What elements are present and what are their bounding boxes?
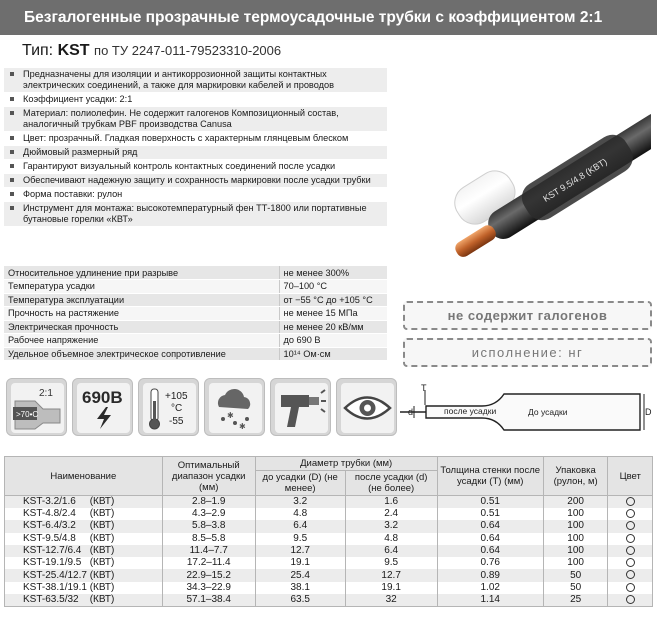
- row-before: 9.5: [255, 533, 345, 545]
- property-value: от −55 °С до +105 °С: [279, 293, 387, 307]
- table-row: [5, 496, 653, 509]
- heat-gun-icon: [270, 378, 331, 436]
- d-small-label: d: [408, 407, 414, 417]
- type-prefix: Тип:: [22, 42, 54, 59]
- property-row: [4, 307, 387, 321]
- row-range: 2.8–1.9: [162, 496, 255, 509]
- row-pack: 100: [543, 557, 608, 569]
- table-row: [5, 508, 653, 520]
- row-color: [608, 520, 653, 532]
- row-color: [608, 533, 653, 545]
- property-value: не менее 15 МПа: [279, 307, 387, 321]
- eye-icon: [336, 378, 397, 436]
- row-name: KST-6.4/3.2 (КВТ): [5, 520, 163, 532]
- row-after: 9.5: [345, 557, 437, 569]
- table-row: [5, 533, 653, 545]
- transparent-color-icon: [626, 497, 635, 506]
- property-name: Удельное объемное электрическое сопротивление: [4, 347, 279, 361]
- feature-item: Инструмент для монтажа: высокотемпературный фен ТТ-1800 или портативные бутановые горелки «КВТ»: [4, 202, 387, 227]
- row-wall: 0.64: [437, 533, 543, 545]
- product-type-line: [22, 42, 281, 60]
- feature-item: Цвет: прозрачный. Гладкая поверхность с характерным глянцевым блеском: [4, 132, 387, 146]
- tube-print-label: KST 9.5/4.8 (KBT): [541, 156, 609, 204]
- feature-list: [4, 68, 387, 227]
- row-range: 57.1–38.4: [162, 594, 255, 607]
- row-name: KST-4.8/2.4 (КВТ): [5, 508, 163, 520]
- row-pack: 100: [543, 520, 608, 532]
- row-range: 4.3–2.9: [162, 508, 255, 520]
- row-range: 34.3–22.9: [162, 582, 255, 594]
- voltage-icon: [72, 378, 133, 436]
- col-name-header: Наименование: [5, 457, 163, 496]
- row-after: 19.1: [345, 582, 437, 594]
- property-name: Электрическая прочность: [4, 320, 279, 334]
- svg-text:✱: ✱: [239, 422, 246, 431]
- row-range: 5.8–3.8: [162, 520, 255, 532]
- row-range: 22.9–15.2: [162, 569, 255, 581]
- row-color: [608, 557, 653, 569]
- temp-unit-label: °C: [171, 403, 183, 414]
- property-name: Температура усадки: [4, 280, 279, 294]
- col-before-header: до усадки (D) (не менее): [255, 471, 345, 496]
- row-after: 3.2: [345, 520, 437, 532]
- dimension-diagram: [400, 382, 653, 442]
- property-row: [4, 266, 387, 280]
- shrink-temp-label: >70•C: [16, 410, 39, 419]
- property-value: до 690 В: [279, 334, 387, 348]
- property-name: Рабочее напряжение: [4, 334, 279, 348]
- col-wall-header: Толщина стенки после усадки (T) (мм): [437, 457, 543, 496]
- table-row: [5, 594, 653, 607]
- row-pack: 50: [543, 569, 608, 581]
- row-name: KST-12.7/6.4 (КВТ): [5, 545, 163, 557]
- property-value: 10¹⁴ Ом·см: [279, 347, 387, 361]
- voltage-label: 690В: [82, 388, 123, 407]
- property-name: Прочность на растяжение: [4, 307, 279, 321]
- row-before: 3.2: [255, 496, 345, 509]
- row-wall: 0.89: [437, 569, 543, 581]
- spec-reference: по ТУ 2247-011-79523310-2006: [94, 43, 282, 58]
- property-row: [4, 334, 387, 348]
- property-name: Относительное удлинение при разрыве: [4, 266, 279, 280]
- execution-badge: исполнение: нг: [403, 338, 652, 367]
- tube-image: [429, 76, 651, 270]
- svg-text:✱: ✱: [227, 411, 234, 420]
- property-name: Температура эксплуатации: [4, 293, 279, 307]
- row-after: 1.6: [345, 496, 437, 509]
- property-row: [4, 293, 387, 307]
- table-row: [5, 545, 653, 557]
- row-before: 19.1: [255, 557, 345, 569]
- feature-item: Предназначены для изоляции и антикоррозионной защиты контактных электрических соединений, а также для маркировки кабелей и проводов: [4, 68, 387, 93]
- row-range: 8.5–5.8: [162, 533, 255, 545]
- property-value: не менее 20 кВ/мм: [279, 320, 387, 334]
- row-name: KST-3.2/1.6 (КВТ): [5, 496, 163, 509]
- row-pack: 100: [543, 533, 608, 545]
- row-color: [608, 594, 653, 607]
- page-banner: Безгалогенные прозрачные термоусадочные трубки с коэффициентом 2:1: [0, 0, 657, 35]
- feature-item: Дюймовый размерный ряд: [4, 146, 387, 160]
- row-wall: 0.64: [437, 545, 543, 557]
- model-name: KST: [57, 42, 90, 59]
- row-color: [608, 508, 653, 520]
- row-color: [608, 569, 653, 581]
- sizes-table: [4, 456, 653, 607]
- after-shrink-label: после усадки: [444, 406, 497, 416]
- transparent-color-icon: [626, 570, 635, 579]
- feature-item: Материал: полиолефин. Не содержит галогенов Композиционный состав, аналогичный трубкам PBF производства Canusa: [4, 107, 387, 132]
- transparent-color-icon: [626, 534, 635, 543]
- row-wall: 0.51: [437, 496, 543, 509]
- table-row: [5, 557, 653, 569]
- row-before: 12.7: [255, 545, 345, 557]
- row-after: 32: [345, 594, 437, 607]
- row-before: 38.1: [255, 582, 345, 594]
- row-before: 25.4: [255, 569, 345, 581]
- row-before: 4.8: [255, 508, 345, 520]
- row-after: 4.8: [345, 533, 437, 545]
- property-row: [4, 320, 387, 334]
- temp-low-label: -55: [169, 416, 184, 427]
- table-row: [5, 569, 653, 581]
- table-row: [5, 520, 653, 532]
- row-name: KST-38.1/19.1 (КВТ): [5, 582, 163, 594]
- feature-item: Коэффициент усадки: 2:1: [4, 93, 387, 107]
- product-photo: [398, 68, 651, 290]
- property-value: 70–100 °С: [279, 280, 387, 294]
- transparent-color-icon: [626, 546, 635, 555]
- row-after: 2.4: [345, 508, 437, 520]
- property-row: [4, 347, 387, 361]
- transparent-color-icon: [626, 583, 635, 592]
- col-pack-header: Упаковка (рулон, м): [543, 457, 608, 496]
- col-range-header: Оптимальный диапазон усадки (мм): [162, 457, 255, 496]
- property-value: не менее 300%: [279, 266, 387, 280]
- col-color-header: Цвет: [608, 457, 653, 496]
- row-pack: 200: [543, 496, 608, 509]
- row-after: 6.4: [345, 545, 437, 557]
- feature-item: Обеспечивают надежную защиту и сохранность маркировки после усадки трубки: [4, 174, 387, 188]
- before-shrink-label: До усадки: [528, 407, 568, 417]
- row-name: KST-19.1/9.5 (КВТ): [5, 557, 163, 569]
- row-name: KST-63.5/32 (КВТ): [5, 594, 163, 607]
- properties-table: [4, 266, 387, 361]
- feature-item: Гарантируют визуальный контроль контактных соединений после усадки: [4, 160, 387, 174]
- row-range: 17.2–11.4: [162, 557, 255, 569]
- ratio-label: 2:1: [39, 388, 53, 399]
- row-pack: 100: [543, 508, 608, 520]
- table-row: [5, 582, 653, 594]
- t-label: T: [421, 383, 427, 393]
- row-pack: 50: [543, 582, 608, 594]
- row-wall: 0.76: [437, 557, 543, 569]
- row-wall: 0.64: [437, 520, 543, 532]
- row-before: 63.5: [255, 594, 345, 607]
- row-color: [608, 582, 653, 594]
- halogen-free-badge: не содержит галогенов: [403, 301, 652, 330]
- temperature-icon: [138, 378, 199, 436]
- shrink-ratio-icon: [6, 378, 67, 436]
- row-before: 6.4: [255, 520, 345, 532]
- temp-high-label: +105: [165, 391, 188, 402]
- row-color: [608, 496, 653, 509]
- row-pack: 100: [543, 545, 608, 557]
- property-row: [4, 280, 387, 294]
- transparent-color-icon: [626, 521, 635, 530]
- row-after: 12.7: [345, 569, 437, 581]
- col-diameter-header: Диаметр трубки (мм): [255, 457, 437, 471]
- transparent-color-icon: [626, 595, 635, 604]
- weather-resistance-icon: [204, 378, 265, 436]
- transparent-color-icon: [626, 558, 635, 567]
- row-wall: 1.14: [437, 594, 543, 607]
- row-name: KST-25.4/12.7 (КВТ): [5, 569, 163, 581]
- row-wall: 1.02: [437, 582, 543, 594]
- d-big-label: D: [645, 407, 652, 417]
- row-wall: 0.51: [437, 508, 543, 520]
- row-range: 11.4–7.7: [162, 545, 255, 557]
- row-pack: 25: [543, 594, 608, 607]
- transparent-color-icon: [626, 509, 635, 518]
- feature-item: Форма поставки: рулон: [4, 188, 387, 202]
- row-color: [608, 545, 653, 557]
- col-after-header: после усадки (d) (не более): [345, 471, 437, 496]
- row-name: KST-9.5/4.8 (КВТ): [5, 533, 163, 545]
